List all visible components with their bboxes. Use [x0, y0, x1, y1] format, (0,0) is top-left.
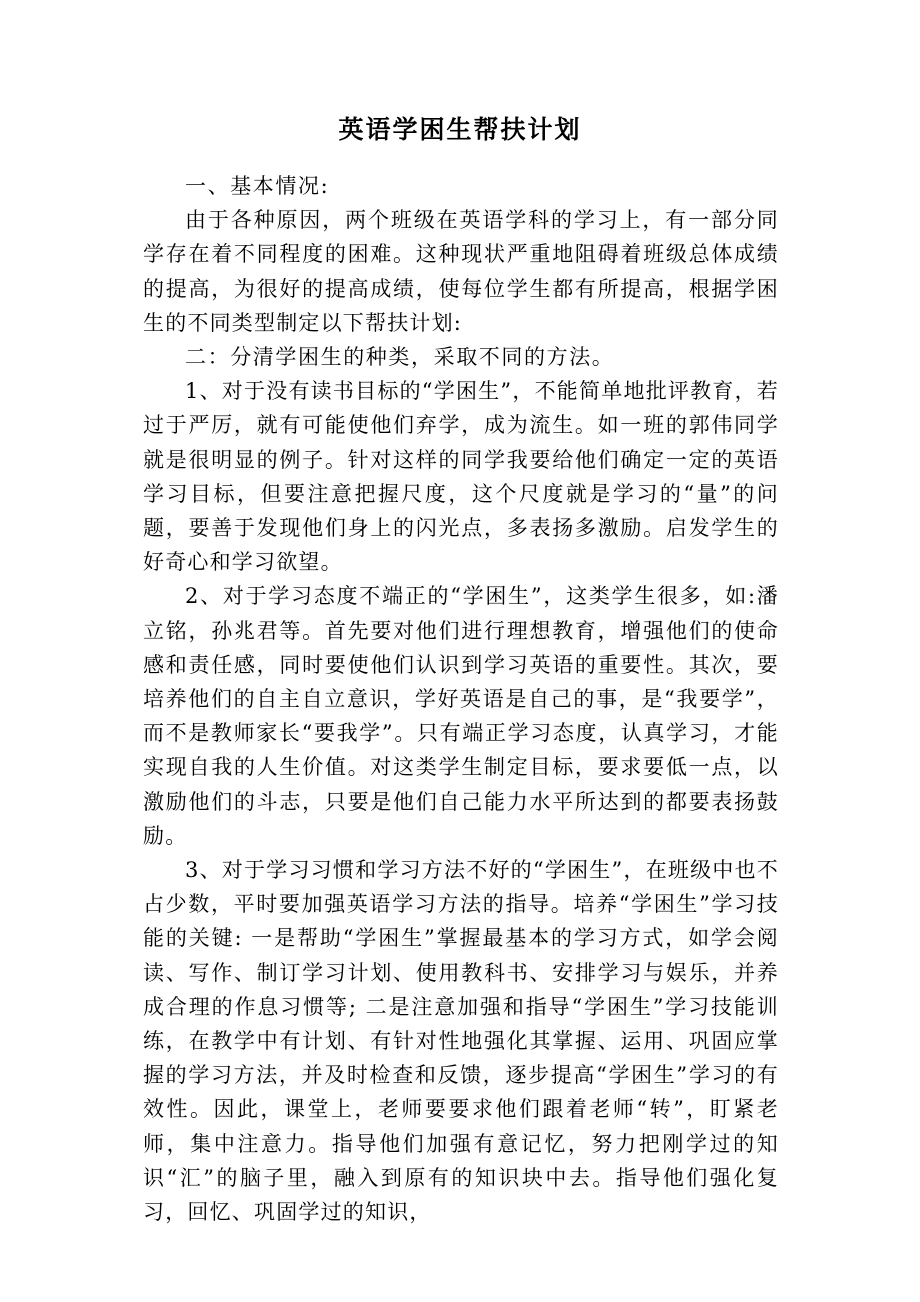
document-title: 英语学困生帮扶计划 [338, 115, 582, 144]
paragraph-attitude-students: 2、对于学习态度不端正的“学困生”，这类学生很多，如:潘立铭，孙兆君等。首先要对他们进行理想教育，增强他们的使命感和责任感，同时要使他们认识到学习英语的重要性。其次，要培养他们的自主自立意识，学好英语是自己的事，是“我要学”，而不是教师家长“要我学”。只有端正学习态度，认真学习，才能实现自我的人生价值。对这类学生制定目标，要求要低一点，以激励他们的斗志，只要是他们自己能力水平所达到的都要表扬鼓励。 [143, 584, 779, 848]
section-heading-basic-situation: 一、基本情况: [185, 174, 330, 198]
paragraph-habit-method-students: 3、对于学习习惯和学习方法不好的“学困生”，在班级中也不占少数，平时要加强英语学习方法的指导。培养“学困生”学习技能的关键: 一是帮助“学困生”掌握最基本的学习方式，如学会阅读、写作、制订学习计划、使用教科书、安排学习与娱乐，并养成合理的作息习惯等; 二是注意加强和指导“学困生”学习技能训练，在教学中有计划、有针对性地强化其掌握、运用、巩固应掌握的学习方法，并及时检查和反馈，逐步提高“学困生”学习的有效性。因此，课堂上，老师要要求他们跟着老师“转”，盯紧老师，集中注意力。指导他们加强有意记忆，努力把刚学过的知识“汇”的脑子里，融入到原有的知识块中去。指导他们强化复习，回忆、巩固学过的知识， [143, 858, 779, 1225]
section-heading-classify-students: 二：分清学困生的种类，采取不同的方法。 [185, 345, 615, 370]
paragraph-no-goal-students: 1、对于没有读书目标的“学困生”，不能简单地批评教育，若过于严厉，就有可能使他们弃学，成为流生。如一班的郭伟同学就是很明显的例子。针对这样的同学我要给他们确定一定的英语学习目标，但要注意把握尺度，这个尺度就是学习的“量”的问题，要善于发现他们身上的闪光点，多表扬多激励。启发学生的好奇心和学习欲望。 [143, 379, 779, 575]
document-body [143, 169, 779, 1229]
paragraph-basic-situation: 由于各种原因，两个班级在英语学科的学习上，有一部分同学存在着不同程度的困难。这种现状严重地阻碍着班级总体成绩的提高，为很好的提高成绩，使每位学生都有所提高，根据学困生的不同类型制定以下帮扶计划: [143, 208, 779, 335]
